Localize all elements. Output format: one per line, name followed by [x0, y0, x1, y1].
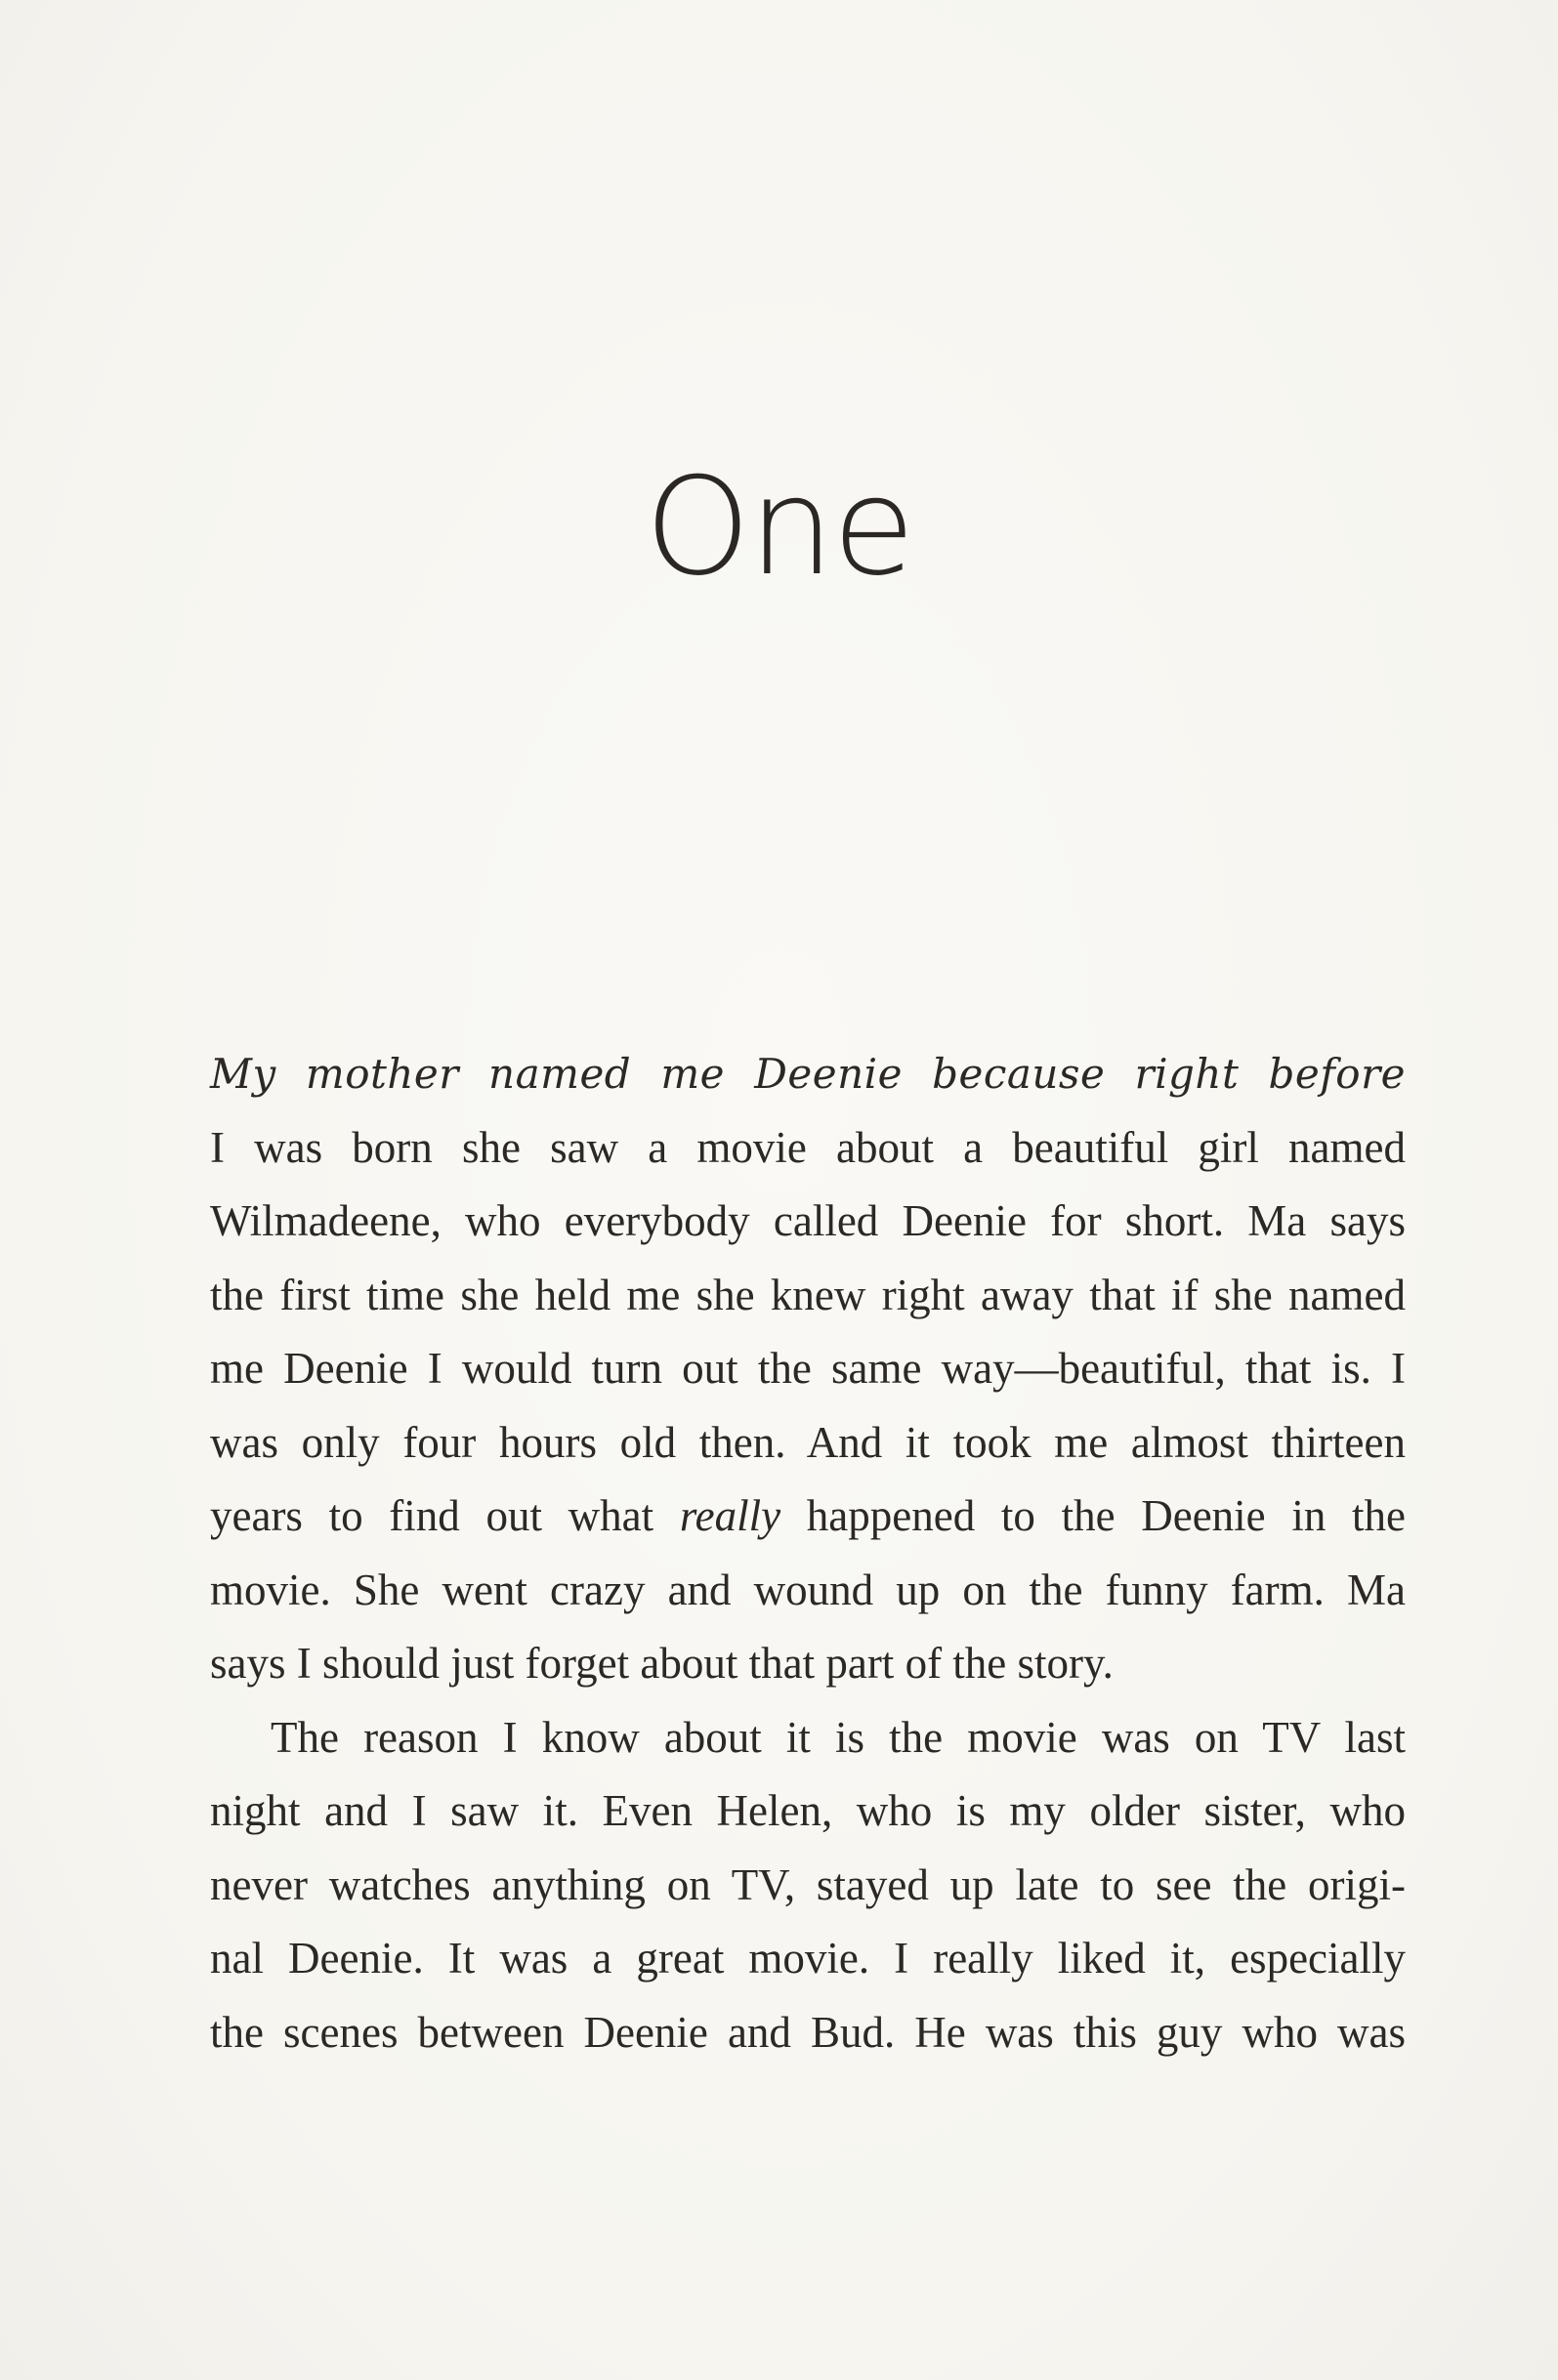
text-line: never watches anything on TV, stayed up late to see the origi- — [210, 1859, 1406, 1909]
text-segment: happened to the Deenie in the — [780, 1491, 1406, 1540]
text-segment: years to find out what — [210, 1491, 680, 1540]
text-line: Wilmadeene, who everybody called Deenie for short. Ma says — [210, 1196, 1406, 1245]
text-line: nal Deenie. It was a great movie. I really liked it, especially — [210, 1934, 1406, 1983]
text-line: me Deenie I would turn out the same way—beautiful, that is. I — [210, 1344, 1406, 1393]
paragraph-start-line: The reason I know about it is the movie was on TV last — [271, 1712, 1406, 1762]
text-line: the scenes between Deenie and Bud. He was this guy who was — [210, 2007, 1406, 2057]
paragraph-end-line: says I should just forget about that part of the story. — [210, 1639, 1114, 1688]
lead-in-line: My mother named me Deenie because right before — [210, 1050, 1406, 1098]
text-line: the first time she held me she knew right away that if she named — [210, 1270, 1406, 1319]
text-line: was only four hours old then. And it took me almost thirteen — [210, 1417, 1406, 1467]
emphasis-word: really — [679, 1491, 781, 1540]
text-line: I was born she saw a movie about a beautiful girl named — [210, 1122, 1406, 1172]
chapter-title: One — [645, 448, 913, 605]
body-text — [210, 1037, 1406, 2069]
text-line: night and I saw it. Even Helen, who is my older sister, who — [210, 1786, 1406, 1835]
text-line: movie. She went crazy and wound up on the funny farm. Ma — [210, 1565, 1406, 1614]
text-line-with-emphasis — [210, 1480, 1406, 1554]
